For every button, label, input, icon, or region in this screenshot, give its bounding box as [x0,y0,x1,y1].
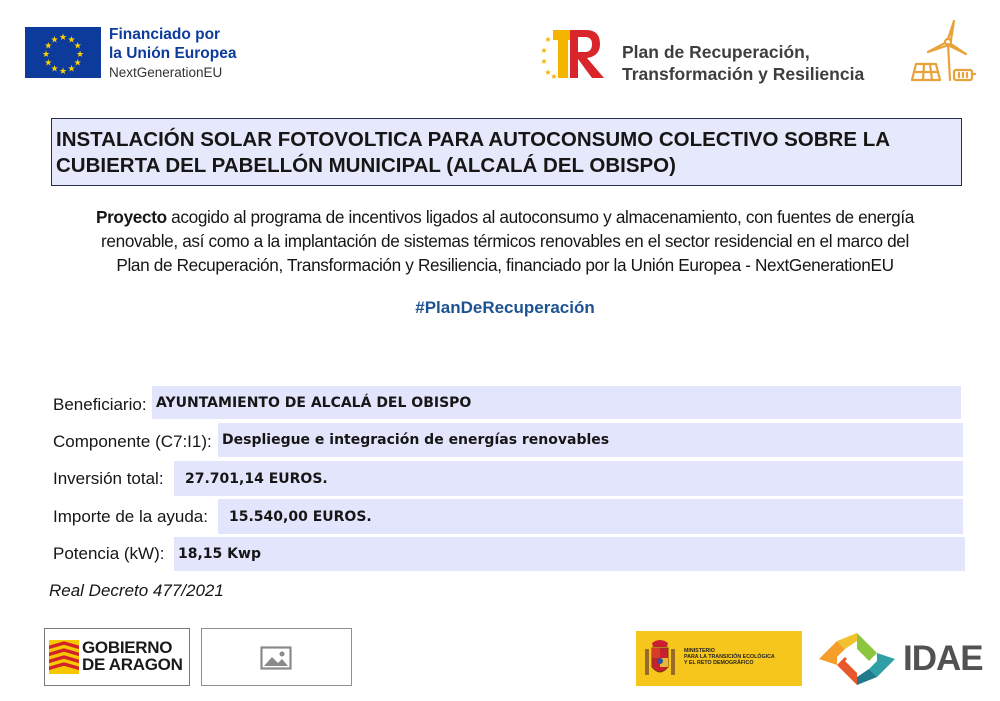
idae-text: IDAE [903,639,983,678]
svg-text:★: ★ [50,64,59,75]
aragon-text [82,639,183,673]
ministerio-line2: PARA LA TRANSICIÓN ECOLÓGICA [684,654,775,661]
componente-label: Componente (C7:I1): [53,432,212,451]
svg-text:★: ★ [44,58,53,69]
eu-flag-icon [25,27,101,78]
svg-text:★: ★ [44,41,53,52]
image-placeholder [201,628,352,686]
eu-logo-text [109,25,236,82]
prtr-line2: Transformación y Resiliencia [622,64,865,84]
tr-logo-icon [540,26,608,82]
aragon-line1: GOBIERNO [82,638,173,657]
svg-text:★: ★ [550,72,558,81]
svg-text:★: ★ [41,50,51,60]
idae-logo-icon [817,630,897,688]
prtr-logo-text [622,41,864,85]
project-text-1: acogido al programa de incentivos ligados al autoconsumo y almacenamiento, con fuentes de energía [166,207,915,227]
inversion-label: Inversión total: [53,469,164,488]
eu-logo-line1: Financiado por [109,26,221,43]
svg-text:★: ★ [540,57,548,66]
svg-text:★: ★ [73,58,82,69]
potencia-value: 18,15 Kwp [174,537,965,571]
project-description-line1 [40,205,970,229]
ministerio-text [684,648,775,667]
svg-text:★: ★ [544,68,552,77]
decree-reference: Real Decreto 477/2021 [49,581,224,600]
ministerio-line3: Y EL RETO DEMOGRÁFICO [684,660,754,667]
prtr-line1: Plan de Recuperación, [622,42,810,62]
svg-text:★: ★ [544,35,552,44]
gobierno-aragon-logo [44,628,190,686]
ministerio-line1: MINISTERIO [684,648,715,654]
svg-text:★: ★ [50,35,59,46]
beneficiario-value: AYUNTAMIENTO DE ALCALÁ DEL OBISPO [152,386,961,419]
project-lead: Proyecto [95,207,167,227]
wind-solar-icon [910,18,978,88]
svg-text:★: ★ [58,33,68,43]
image-placeholder-icon [260,646,292,670]
svg-text:★: ★ [73,41,82,52]
inversion-value: 27.701,14 EUROS. [174,461,963,496]
ministerio-logo [636,631,802,686]
svg-text:★: ★ [540,46,548,55]
project-description-line3: Plan de Recuperación, Transformación y Resiliencia, financiado por la Unión Europea - NextGenerationEU [116,255,894,275]
importe-value: 15.540,00 EUROS. [218,499,963,534]
svg-text:★: ★ [75,50,85,60]
aragon-line2: DE ARAGON [82,655,183,674]
project-description [40,205,970,277]
componente-value: Despliegue e integración de energías renovables [218,423,963,457]
spain-coat-of-arms-icon [643,637,677,680]
hashtag: #PlanDeRecuperación [415,298,595,317]
eu-logo-line3: NextGenerationEU [109,65,223,80]
beneficiario-label: Beneficiario: [53,395,147,414]
project-title [51,118,962,186]
eu-logo-line2: la Unión Europea [109,45,237,62]
aragon-flag-icon [49,640,79,674]
svg-text:★: ★ [67,64,76,75]
project-title-line1: INSTALACIÓN SOLAR FOTOVOLTICA PARA AUTOCONSUMO COLECTIVO SOBRE LA [56,128,891,151]
svg-text:★: ★ [67,35,76,46]
project-title-line2: CUBIERTA DEL PABELLÓN MUNICIPAL (ALCALÁ DEL OBISPO) [56,154,676,177]
importe-label: Importe de la ayuda: [53,507,208,526]
svg-text:★: ★ [58,67,68,77]
potencia-label: Potencia (kW): [53,544,165,563]
project-description-line2: renovable, así como a la implantación de sistemas térmicos renovables en el sector residencial en el marco del [101,231,909,251]
